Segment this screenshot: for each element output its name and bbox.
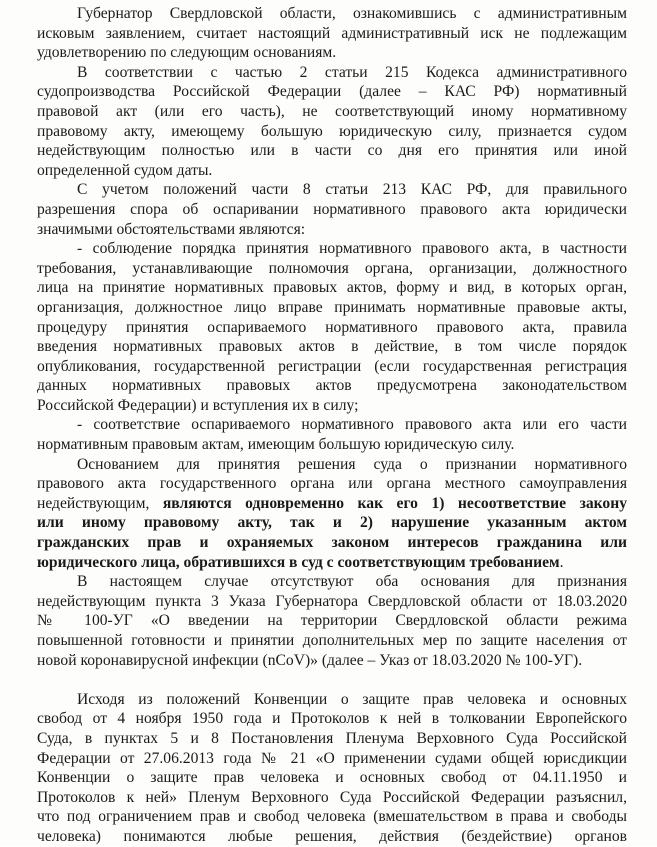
text-line [37,788,627,808]
text-line-content: правовой акт (или его часть), не соответствующий иному нормативному [37,102,627,120]
text-line [37,729,627,749]
text-line-content: повышенной готовности и принятии дополнительных мер по защите населения от [37,632,627,649]
text-line [37,827,627,847]
text-line [37,768,627,788]
text-line [37,709,627,729]
text-line-content: судопроизводства Российской Федерации (далее – КАС РФ) нормативный [37,83,627,101]
text-line-content: нормативным правовым актам, имеющим большую юридическую силу. [37,436,515,454]
text-line [37,631,627,651]
text-line [37,415,627,435]
text-line [37,553,627,573]
text-line [37,220,627,240]
text-line [37,24,627,44]
text-line-content: значимыми обстоятельствами являются: [37,220,306,238]
text-line-content: опубликования, государственной регистрации (если государственная регистрация [37,357,627,375]
text-line-content: Конвенции о защите прав человека и основных свобод от 04.11.1950 и [37,769,627,787]
text-line [37,435,627,455]
paragraph-gap [37,670,627,690]
text-line-content: удовлетворению по следующим основаниям. [37,44,337,62]
text-line [37,102,627,122]
text-line-content: недействующим полностью или в части со дня его принятия или иной [37,142,627,160]
text-line-content: Российской Федерации) и вступления их в силу; [37,396,359,414]
text-line [37,63,627,83]
text-line-content: гражданских прав и охраняемых законом интересов гражданина или [37,534,627,552]
text-line-content: разрешения спора об оспаривании нормативного правового акта юридически [37,200,627,218]
text-line [37,318,627,338]
text-line [37,690,627,710]
text-line [37,455,627,475]
text-line-content: человека) понимаются любые решения, действия (бездействие) органов [37,827,627,845]
text-line-content: Суда, в пунктах 5 и 8 Постановления Пленума Верховного Суда Российской [37,729,627,747]
text-line-content: свобод от 4 ноября 1950 года и Протоколов к ней в толковании Европейского [37,710,627,728]
text-line-content: С учетом положений части 8 статьи 213 КАС РФ, для правильного [77,181,627,199]
text-line [37,592,627,612]
text-line [37,43,627,63]
text-line [37,141,627,161]
text-line-content: или иному правовому акту, так и 2) нарушение указанным актом [37,514,627,532]
text-line-content: организация, должностное лицо вправе принимать нормативные правовые акты, [37,298,627,316]
text-line [37,357,627,377]
text-line [37,278,627,298]
text-line-content: Исходя из положений Конвенции о защите прав человека и основных [77,690,627,708]
text-line-content: Протоколов к ней» Пленум Верховного Суда Российской Федерации разъяснил, [37,788,627,806]
text-line-content: что под ограничением прав и свобод человека (вмешательством в права и свободы [37,808,627,826]
text-line [37,572,627,592]
text-line-content: - соблюдение порядка принятия нормативного правового акта, в частности [77,240,627,258]
text-line-content: недействующим пункта 3 Указа Губернатора Свердловской области от 18.03.2020 [37,592,627,610]
text-line-bold-part: являются одновременно как его 1) несоответствие закону [162,494,627,512]
text-line [37,494,627,514]
text-line-content: Губернатор Свердловской области, ознакомившись с административным [77,5,627,22]
text-line [37,161,627,181]
text-line [37,122,627,142]
text-line-content: недействующим, [37,494,163,512]
text-line-content: - соответствие оспариваемого нормативного правового акта или его части [77,416,627,434]
text-line-content: данных нормативных правовых актов предусмотрена законодательством [37,377,627,395]
text-line [37,4,627,24]
text-line [37,651,627,671]
text-line-content: № 100-УГ «О введении на территории Свердловской области режима [37,612,627,630]
text-line [37,298,627,318]
text-line-content: Основанием для принятия решения суда о признании нормативного [77,455,627,473]
text-line-content: В соответствии с частью 2 статьи 215 Кодекса административного [77,63,627,81]
text-line [37,474,627,494]
text-line-content: правового акта государственного органа или органа местного самоуправления [37,475,627,493]
text-line-content: определенной судом даты. [37,161,213,179]
text-line-content: процедуру принятия оспариваемого нормативного правового акта, правила [37,318,627,336]
text-line [37,376,627,396]
text-line-content: Федерации от 27.06.2013 года № 21 «О применении судами общей юрисдикции [37,749,627,767]
document-body [37,4,627,847]
text-line [37,396,627,416]
text-line [37,200,627,220]
text-line-content: требования, устанавливающие полномочия органа, организации, должностного [37,259,627,277]
text-line [37,239,627,259]
text-line [37,611,627,631]
text-line [37,749,627,769]
text-line [37,337,627,357]
text-line-content: исковым заявлением, считает настоящий административный иск не подлежащим [37,24,627,42]
text-line [37,513,627,533]
text-line-content: лица на принятие нормативных правовых актов, форму и вид, в которых орган, [37,279,627,297]
text-line [37,807,627,827]
text-line-tail: . [559,553,564,571]
text-line-content: новой коронавирусной инфекции (nCoV)» (далее – Указ от 18.03.2020 № 100-УГ). [37,651,583,669]
text-line-content: правовому акту, имеющему большую юридическую силу, признается судом [37,122,627,140]
text-line-content: юридического лица, обратившихся в суд с соответствующим требованием [37,553,560,571]
text-line-content: введения нормативных правовых актов в действие, в том числе порядок [37,338,627,356]
text-line-content: В настоящем случае отсутствуют оба основания для признания [77,573,627,591]
text-line [37,82,627,102]
text-line [37,533,627,553]
text-line [37,180,627,200]
text-line [37,259,627,279]
